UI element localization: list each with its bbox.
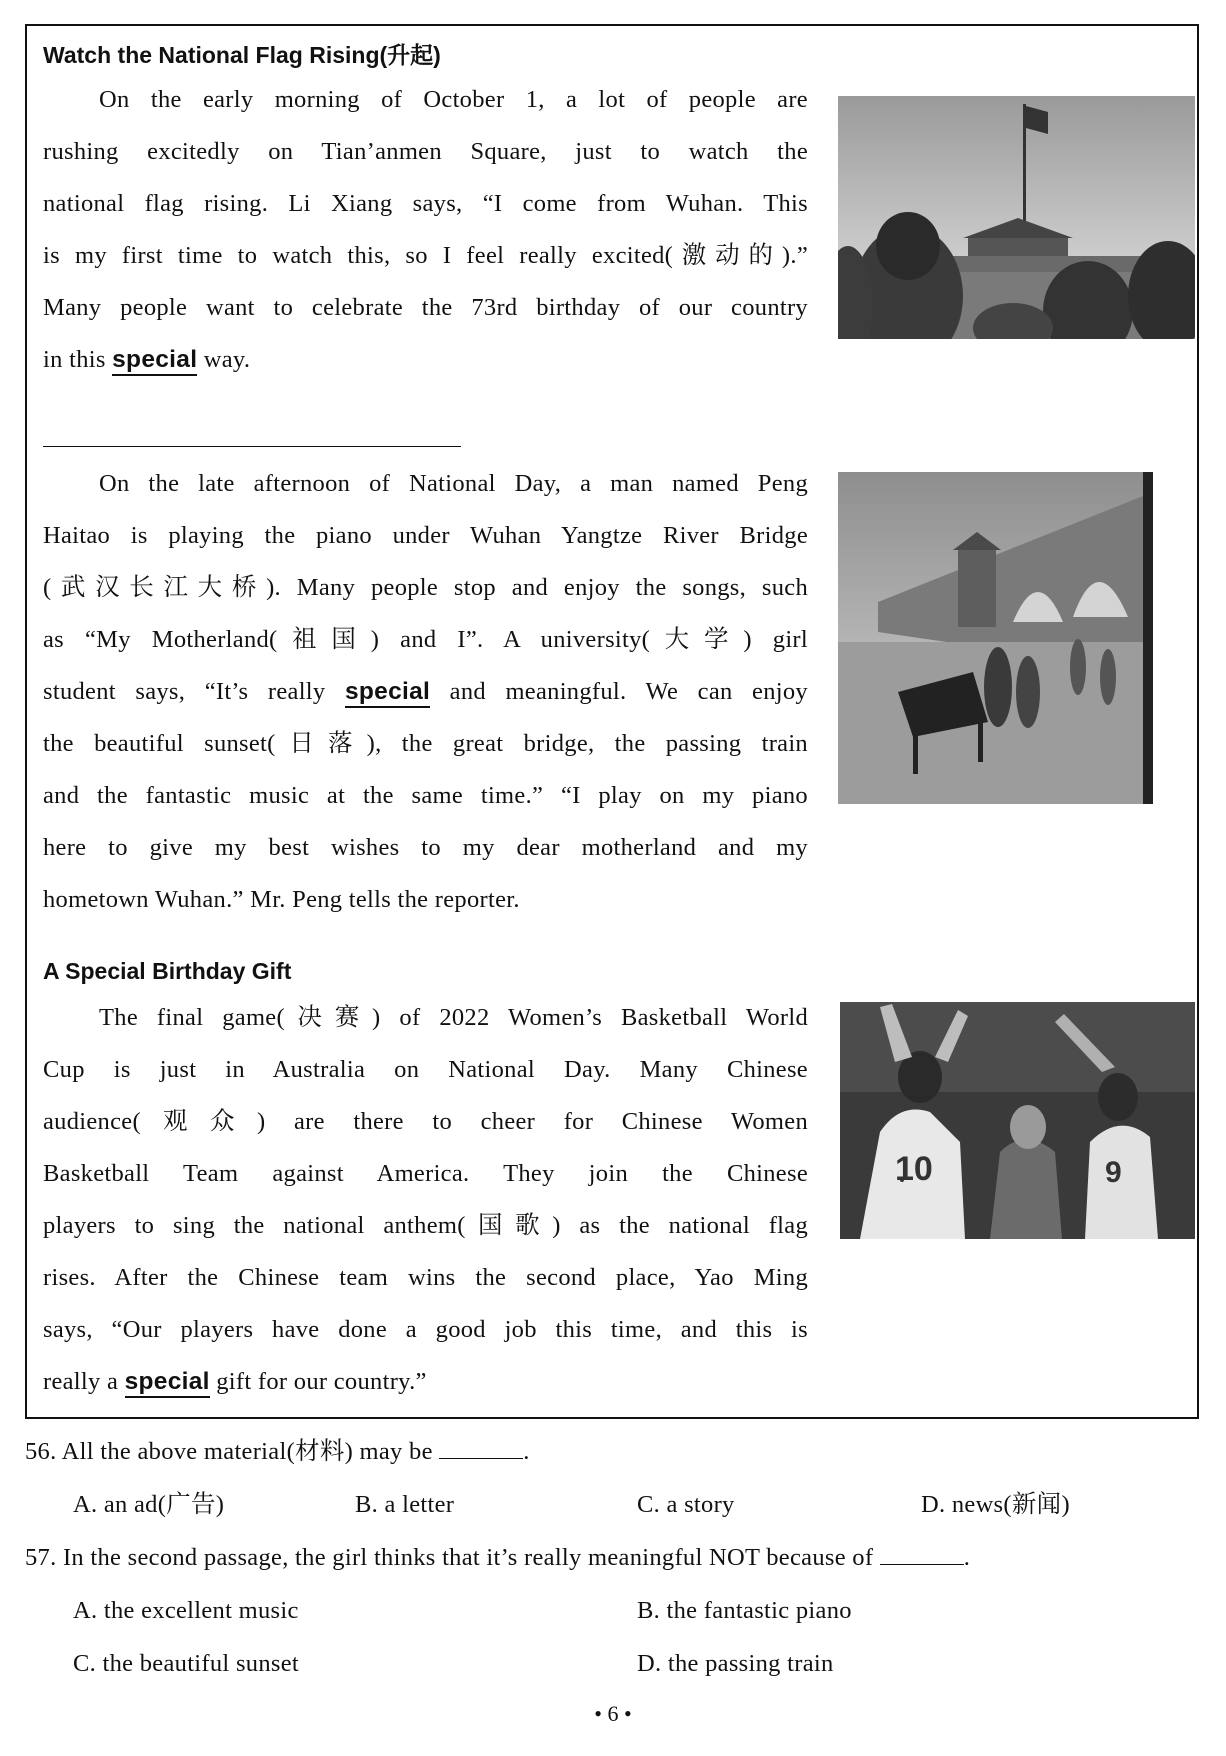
q57-option-a[interactable]: A. the excellent music bbox=[73, 1597, 299, 1624]
question-text: 57. In the second passage, the girl thinks that it’s really meaningful NOT because of bbox=[25, 1544, 874, 1571]
answer-blank[interactable] bbox=[880, 1542, 964, 1565]
keyword-special: special bbox=[112, 346, 197, 376]
q57-option-d[interactable]: D. the passing train bbox=[637, 1650, 834, 1677]
text-line: says, “Our players have done a good job this time, and this is bbox=[43, 1316, 808, 1343]
question-56-stem bbox=[25, 1435, 530, 1469]
q56-option-b[interactable]: B. a letter bbox=[355, 1491, 455, 1518]
paragraph-basketball bbox=[43, 992, 808, 1408]
text-fragment: in this bbox=[43, 346, 106, 373]
text-line: the beautiful sunset(日落), the great bridge, the passing train bbox=[43, 730, 808, 757]
text-line bbox=[43, 334, 808, 386]
keyword-special: special bbox=[125, 1368, 210, 1398]
tiananmen-photo-art bbox=[838, 96, 1195, 339]
basketball-photo-art bbox=[840, 1002, 1195, 1239]
text-line: On the late afternoon of National Day, a man named Peng bbox=[99, 470, 808, 497]
text-line: is my first time to watch this, so I feel really excited(激动的).” bbox=[43, 242, 808, 269]
q57-option-b[interactable]: B. the fantastic piano bbox=[637, 1597, 852, 1624]
text-line: rushing excitedly on Tian’anmen Square, just to watch the bbox=[43, 138, 808, 165]
text-line: rises. After the Chinese team wins the second place, Yao Ming bbox=[43, 1264, 808, 1291]
q56-option-d[interactable]: D. news(新闻) bbox=[921, 1491, 1070, 1518]
text-line: The final game(决赛) of 2022 Women’s Basketball World bbox=[99, 1004, 808, 1031]
text-line: Haitao is playing the piano under Wuhan Yangtze River Bridge bbox=[43, 522, 808, 549]
question-text: . bbox=[523, 1438, 530, 1465]
text-fragment: student says, “It’s really bbox=[43, 678, 326, 705]
bridge-piano-photo bbox=[838, 472, 1153, 804]
q56-option-c[interactable]: C. a story bbox=[637, 1491, 735, 1518]
svg-text:9: 9 bbox=[1105, 1156, 1122, 1189]
paragraph-piano bbox=[43, 458, 808, 926]
text-line: On the early morning of October 1, a lot of people are bbox=[99, 86, 808, 113]
tiananmen-photo bbox=[838, 96, 1195, 339]
section-heading-flag-rising: Watch the National Flag Rising(升起) bbox=[43, 42, 441, 68]
section-heading-birthday-gift: A Special Birthday Gift bbox=[43, 958, 292, 984]
text-line: here to give my best wishes to my dear motherland and my bbox=[43, 834, 808, 861]
svg-text:10: 10 bbox=[895, 1150, 933, 1188]
text-fragment: gift for our country.” bbox=[216, 1368, 427, 1395]
paragraph-flag-rising bbox=[43, 74, 808, 386]
text-line bbox=[43, 1356, 808, 1408]
answer-blank[interactable] bbox=[439, 1436, 523, 1459]
text-line: (武汉长江大桥). Many people stop and enjoy the songs, such bbox=[43, 574, 808, 601]
text-fragment: and meaningful. We can enjoy bbox=[449, 678, 808, 705]
text-line: as “My Motherland(祖国) and I”. A university(大学) girl bbox=[43, 626, 808, 653]
text-line bbox=[43, 666, 808, 718]
question-57-stem bbox=[25, 1541, 970, 1575]
bridge-piano-photo-art bbox=[838, 472, 1153, 804]
text-line: Basketball Team against America. They join the Chinese bbox=[43, 1160, 808, 1187]
question-text: . bbox=[963, 1544, 971, 1571]
text-fragment: really a bbox=[43, 1368, 119, 1395]
section-divider bbox=[43, 446, 461, 447]
q57-option-c[interactable]: C. the beautiful sunset bbox=[73, 1650, 300, 1677]
keyword-special: special bbox=[345, 678, 430, 708]
article-box bbox=[25, 24, 1199, 1419]
text-line: and the fantastic music at the same time.” “I play on my piano bbox=[43, 782, 808, 809]
page-number: • 6 • bbox=[594, 1701, 632, 1726]
text-line: audience(观众) are there to cheer for Chinese Women bbox=[43, 1108, 808, 1135]
q56-option-a[interactable]: A. an ad(广告) bbox=[73, 1491, 225, 1518]
text-line: national flag rising. Li Xiang says, “I come from Wuhan. This bbox=[43, 190, 808, 217]
text-line: Many people want to celebrate the 73rd birthday of our country bbox=[43, 294, 808, 321]
basketball-photo bbox=[840, 1002, 1195, 1239]
question-text: 56. All the above material(材料) may be bbox=[25, 1438, 433, 1465]
text-fragment: way. bbox=[203, 346, 251, 373]
text-line: Cup is just in Australia on National Day. Many Chinese bbox=[43, 1056, 808, 1083]
text-line: hometown Wuhan.” Mr. Peng tells the reporter. bbox=[43, 886, 520, 913]
text-line: players to sing the national anthem(国歌) as the national flag bbox=[43, 1212, 808, 1239]
